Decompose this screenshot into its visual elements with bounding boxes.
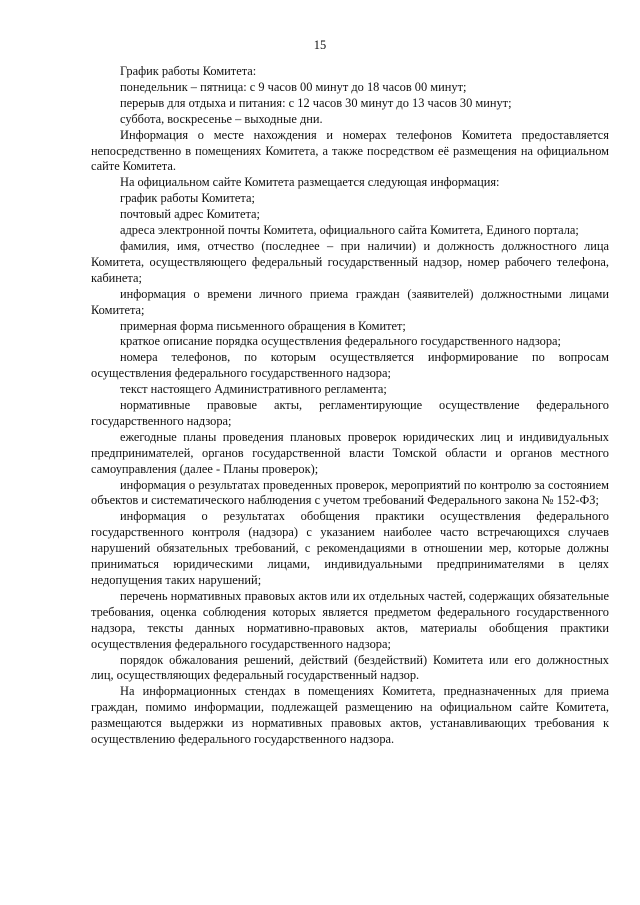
list-item-practice-summary: информация о результатах обобщения практики осуществления федерального государственного контроля (надзора) с указанием наиболее часто встречающихся случаев нарушений обязательных требований, с рекомендациями в отношении мер, которые должны приниматься юридическими лицами, индивидуальными предпринимателями в целях недопущения таких нарушений; — [91, 509, 609, 587]
paragraph-weekend: суббота, воскресенье – выходные дни. — [120, 111, 323, 126]
paragraph-location-info: Информация о месте нахождения и номерах телефонов Комитета предоставляется непосредственно в помещениях Комитета, а также посредством её размещения на официальном сайте Комитета. — [91, 127, 609, 174]
document-body — [91, 64, 609, 748]
paragraph-weekdays: понедельник – пятница: с 9 часов 00 минут до 18 часов 00 минут; — [120, 79, 467, 94]
list-item-procedure-description: краткое описание порядка осуществления федерального государственного надзора; — [120, 334, 561, 349]
paragraph-info-stands: На информационных стендах в помещениях Комитета, предназначенных для приема граждан, помимо информации, подлежащей размещению на официальном сайте Комитета, размещаются выдержки из нормативных правовых актов, устанавливающих требования к осуществлению федерального государственного надзора. — [91, 684, 609, 747]
paragraph-schedule-heading: График работы Комитета: — [120, 64, 257, 78]
paragraph-website-intro: На официальном сайте Комитета размещается следующая информация: — [120, 175, 500, 190]
list-item-annual-plans: ежегодные планы проведения плановых проверок юридических лиц и индивидуальных предпринимателей, органов государственной власти Томской области и органов местного самоуправления (далее - Планы проверок); — [91, 429, 609, 476]
list-item-schedule: график работы Комитета; — [120, 191, 255, 206]
list-item-appeal-procedure: порядок обжалования решений, действий (бездействий) Комитета или его должностных лиц, осуществляющих федеральный государственный надзор. — [91, 652, 609, 683]
list-item-legal-acts: нормативные правовые акты, регламентирующие осуществление федерального государственного надзора; — [91, 398, 609, 428]
list-item-requirements-list: перечень нормативных правовых актов или их отдельных частей, содержащих обязательные требования, оценка соблюдения которых является предметом федерального государственного надзора, тексты данных нормативно-правовых актов, материалы обобщения практики осуществления федерального государственного надзора; — [91, 588, 609, 651]
list-item-inspection-results: информация о результатах проведенных проверок, мероприятий по контролю за состоянием объектов и систематического наблюдения с учетом требований Федерального закона № 152-ФЗ; — [91, 477, 609, 508]
list-item-phone-numbers: номера телефонов, по которым осуществляется информирование по вопросам осуществления федерального государственного надзора; — [91, 350, 609, 381]
list-item-email-addresses: адреса электронной почты Комитета, официального сайта Комитета, Единого портала; — [120, 223, 579, 238]
list-item-official-name: фамилия, имя, отчество (последнее – при наличии) и должность должностного лица Комитета, осуществляющего федеральный государственный надзор, номер рабочего телефона, кабинета; — [91, 238, 609, 285]
list-item-appeal-form: примерная форма письменного обращения в Комитет; — [120, 318, 406, 333]
paragraph-break: перерыв для отдыха и питания: с 12 часов 30 минут до 13 часов 30 минут; — [120, 95, 512, 110]
list-item-regulation-text: текст настоящего Административного регламента; — [120, 382, 387, 397]
page-number: 15 — [313, 38, 327, 52]
list-item-reception-time: информация о времени личного приема граждан (заявителей) должностными лицами Комитета; — [91, 286, 609, 317]
list-item-postal-address: почтовый адрес Комитета; — [120, 207, 260, 222]
